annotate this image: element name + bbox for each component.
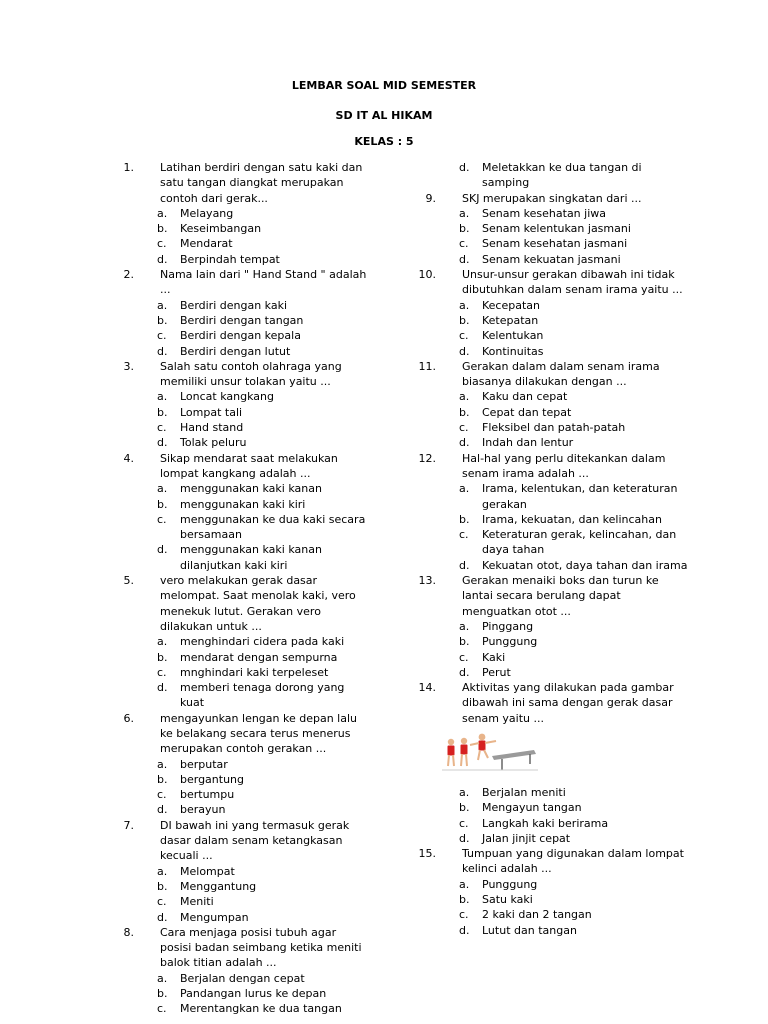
option-letter: d. (459, 831, 470, 845)
question-row (410, 573, 690, 619)
answer-option (157, 971, 370, 986)
question-item (108, 160, 370, 267)
answer-option (459, 252, 690, 267)
option-letter: a. (459, 619, 470, 633)
question-text: Tumpuan yang digunakan dalam lompat kelinci adalah ... (462, 847, 684, 876)
option-letter: b. (459, 313, 470, 327)
question-number: 2. (123, 268, 134, 282)
option-text: Berdiri dengan lutut (180, 344, 291, 358)
option-letter: b. (459, 512, 470, 526)
question-text: Hal-hal yang perlu ditekankan dalam senam irama adalah ... (462, 451, 666, 480)
question-row (108, 711, 370, 757)
answer-option (157, 879, 370, 894)
question-item (410, 451, 690, 573)
answer-option (157, 757, 370, 772)
option-text: Berdiri dengan kepala (180, 329, 301, 343)
option-text: menggunakan kaki kiri (180, 497, 306, 511)
question-text: vero melakukan gerak dasar melompat. Saat menolak kaki, vero menekuk lutut. Gerakan vero dilakukan untuk ... (160, 574, 356, 633)
option-text: Punggung (482, 635, 538, 649)
grade-label: KELAS : 5 (354, 135, 414, 148)
option-text: Irama, kelentukan, dan keteraturan gerakan (482, 482, 678, 511)
option-letter: c. (157, 237, 167, 251)
option-text: 2 kaki dan 2 tangan (482, 908, 592, 922)
option-letter: c. (157, 665, 167, 679)
option-letter: c. (459, 237, 469, 251)
option-text: Senam kekuatan jasmani (482, 252, 621, 266)
children-balance-beam-illustration (442, 732, 690, 778)
question-row (410, 267, 690, 298)
answer-option (157, 894, 370, 909)
answer-option (157, 802, 370, 817)
option-letter: b. (459, 222, 470, 236)
option-letter: c. (157, 788, 167, 802)
option-letter: a. (157, 757, 168, 771)
option-letter: c. (157, 421, 167, 435)
question-text: Cara menjaga posisi tubuh agar posisi badan seimbang ketika meniti balok titian adalah ... (160, 925, 362, 970)
option-text: Loncat kangkang (180, 390, 274, 404)
question-item (108, 451, 370, 573)
answer-option (157, 787, 370, 802)
question-item (108, 573, 370, 711)
answer-option (459, 328, 690, 343)
question-item (108, 267, 370, 359)
answer-option (459, 877, 690, 892)
option-text: Berdiri dengan tangan (180, 313, 304, 327)
option-text: Lutut dan tangan (482, 923, 577, 937)
option-letter: b. (157, 313, 168, 327)
option-text: Berdiri dengan kaki (180, 298, 288, 312)
option-letter: d. (459, 344, 470, 358)
option-letter: d. (459, 252, 470, 266)
option-letter: a. (459, 298, 470, 312)
option-letter: c. (459, 421, 469, 435)
question-item (410, 573, 690, 680)
option-letter: a. (459, 482, 470, 496)
option-letter: c. (157, 512, 167, 526)
option-text: Senam kesehatan jiwa (482, 206, 607, 220)
option-letter: d. (157, 681, 168, 695)
question-row (108, 925, 370, 971)
answer-option (459, 221, 690, 236)
option-letter: d. (157, 910, 168, 924)
option-text: Pandangan lurus ke depan (180, 987, 327, 1001)
option-text: menggunakan kaki kanan (180, 482, 322, 496)
option-text: Kontinuitas (482, 344, 544, 358)
option-letter: a. (157, 635, 168, 649)
option-letter: a. (459, 390, 470, 404)
answer-option (459, 892, 690, 907)
answer-option (157, 420, 370, 435)
option-letter: b. (459, 893, 470, 907)
answer-option (459, 650, 690, 665)
question-text: SKJ merupakan singkatan dari ... (462, 191, 642, 205)
option-text: memberi tenaga dorong yang kuat (180, 681, 345, 710)
option-letter: d. (157, 436, 168, 450)
option-text: Melompat (180, 864, 235, 878)
option-letter: d. (459, 665, 470, 679)
answer-option (459, 785, 690, 800)
option-text: Senam kesehatan jasmani (482, 237, 628, 251)
option-letter: b. (459, 635, 470, 649)
school-name: SD IT AL HIKAM (335, 109, 433, 122)
question-row (108, 818, 370, 864)
option-letter: a. (459, 877, 470, 891)
answer-option (157, 435, 370, 450)
option-letter: b. (157, 879, 168, 893)
option-text: Pinggang (482, 619, 534, 633)
option-letter: d. (459, 436, 470, 450)
question-text: mengayunkan lengan ke depan lalu ke belakang secara terus menerus merupakan contoh gerakan ... (160, 711, 358, 756)
option-letter: d. (157, 252, 168, 266)
option-letter: b. (459, 801, 470, 815)
question-item (108, 359, 370, 451)
question-item (410, 160, 690, 191)
option-text: bergantung (180, 772, 245, 786)
question-row (410, 359, 690, 390)
option-text: Meniti (180, 895, 214, 909)
answer-option (459, 907, 690, 922)
option-letter: c. (459, 816, 469, 830)
option-letter: d. (459, 923, 470, 937)
option-text: mnghindari kaki terpeleset (180, 665, 329, 679)
answer-option (157, 772, 370, 787)
question-text: DI bawah ini yang termasuk gerak dasar dalam senam ketangkasan kecuali ... (160, 818, 350, 863)
answer-option (459, 800, 690, 815)
question-text: Aktivitas yang dilakukan pada gambar dibawah ini sama dengan gerak dasar senam yaitu ... (462, 681, 674, 725)
answer-option (157, 221, 370, 236)
answer-option (157, 206, 370, 221)
option-text: Meletakkan ke dua tangan di samping (482, 161, 642, 190)
option-letter: b. (157, 650, 168, 664)
question-row (108, 267, 370, 298)
answer-option (157, 389, 370, 404)
question-text: Salah satu contoh olahraga yang memiliki unsur tolakan yaitu ... (160, 359, 342, 389)
question-row (108, 573, 370, 634)
option-text: menghindari cidera pada kaki (180, 635, 345, 649)
option-text: Kekuatan otot, daya tahan dan irama (482, 558, 688, 572)
option-letter: c. (157, 895, 167, 909)
question-number: 14. (418, 681, 436, 695)
question-item (108, 925, 370, 1017)
answer-option (157, 236, 370, 251)
answer-option (157, 680, 370, 711)
question-number: 4. (123, 451, 134, 465)
option-text: Jalan jinjit cepat (482, 831, 571, 845)
question-row (410, 451, 690, 482)
question-item (108, 818, 370, 925)
question-number: 13. (418, 574, 436, 588)
question-row (410, 191, 690, 206)
question-item (108, 711, 370, 818)
option-letter: c. (157, 1002, 167, 1016)
answer-option (157, 298, 370, 313)
answer-option (459, 512, 690, 527)
answer-option (459, 298, 690, 313)
option-text: Tolak peluru (180, 436, 247, 450)
option-text: Ketepatan (482, 313, 539, 327)
option-letter: b. (157, 987, 168, 1001)
option-letter: a. (459, 206, 470, 220)
option-text: mendarat dengan sempurna (180, 650, 338, 664)
option-letter: b. (157, 222, 168, 236)
option-text: Mengumpan (180, 910, 249, 924)
question-item (410, 267, 690, 359)
question-number: 1. (123, 161, 134, 174)
answer-option (157, 542, 370, 573)
answer-option (157, 512, 370, 543)
answer-option (157, 650, 370, 665)
answer-option (459, 206, 690, 221)
question-row (410, 680, 690, 726)
option-letter: a. (157, 390, 168, 404)
question-number: 12. (418, 451, 436, 465)
answer-option (459, 236, 690, 251)
question-number: 5. (123, 574, 134, 588)
option-text: Mendarat (180, 237, 233, 251)
answer-option (459, 816, 690, 831)
option-letter: b. (157, 772, 168, 786)
option-text: Senam kelentukan jasmani (482, 222, 631, 236)
answer-option (459, 558, 690, 573)
question-number: 11. (418, 359, 436, 373)
option-text: Punggung (482, 877, 538, 891)
option-text: Menggantung (180, 879, 257, 893)
answer-option (459, 527, 690, 558)
answer-option (459, 420, 690, 435)
question-number: 8. (123, 925, 134, 939)
question-row (108, 359, 370, 390)
question-text: Gerakan dalam dalam senam irama biasanya dilakukan dengan ... (462, 359, 660, 389)
question-text: Unsur-unsur gerakan dibawah ini tidak dibutuhkan dalam senam irama yaitu ... (462, 268, 683, 297)
answer-option (459, 665, 690, 680)
option-letter: b. (157, 405, 168, 419)
question-item (410, 359, 690, 451)
option-text: menggunakan ke dua kaki secara bersamaan (180, 512, 366, 542)
option-text: Berpindah tempat (180, 252, 280, 266)
question-item (410, 191, 690, 267)
option-text: Mengayun tangan (482, 801, 582, 815)
option-letter: a. (157, 206, 168, 220)
answer-option (157, 910, 370, 925)
answer-option (157, 634, 370, 649)
option-letter: c. (157, 329, 167, 343)
answer-option (459, 160, 690, 191)
option-text: Kaki (482, 650, 506, 664)
option-letter: d. (157, 543, 168, 557)
option-letter: c. (459, 329, 469, 343)
answer-option (459, 634, 690, 649)
option-text: Melayang (180, 206, 234, 220)
left-question-column (108, 160, 370, 1017)
option-text: Kaku dan cepat (482, 390, 568, 404)
option-text: Cepat dan tepat (482, 405, 572, 419)
answer-option (157, 497, 370, 512)
question-text: Gerakan menaiki boks dan turun ke lantai secara berulang dapat menguatkan otot ... (462, 574, 659, 618)
answer-option (459, 435, 690, 450)
option-text: bertumpu (180, 788, 235, 802)
question-number: 9. (425, 191, 436, 205)
option-text: Perut (482, 665, 511, 679)
question-text: Nama lain dari " Hand Stand " adalah ... (160, 268, 367, 297)
answer-option (459, 481, 690, 512)
option-text: Lompat tali (180, 405, 243, 419)
option-letter: c. (459, 650, 469, 664)
option-letter: b. (157, 497, 168, 511)
option-letter: c. (459, 528, 469, 542)
option-text: menggunakan kaki kanan dilanjutkan kaki kiri (180, 543, 322, 572)
option-letter: a. (157, 971, 168, 985)
question-number: 15. (418, 847, 436, 861)
option-text: Keseimbangan (180, 222, 262, 236)
answer-option (157, 665, 370, 680)
answer-option (459, 344, 690, 359)
answer-option (157, 986, 370, 1001)
option-text: Satu kaki (482, 893, 533, 907)
option-text: berayun (180, 803, 226, 817)
option-text: Fleksibel dan patah-patah (482, 421, 626, 435)
question-row (108, 451, 370, 482)
option-letter: a. (157, 482, 168, 496)
option-text: Berjalan dengan cepat (180, 971, 305, 985)
option-letter: a. (157, 298, 168, 312)
option-letter: a. (459, 785, 470, 799)
option-letter: d. (459, 558, 470, 572)
answer-option (157, 864, 370, 879)
question-text: Latihan berdiri dengan satu kaki dan satu tangan diangkat merupakan contoh dari gerak... (160, 161, 363, 205)
answer-option (157, 313, 370, 328)
option-letter: d. (157, 803, 168, 817)
option-letter: d. (157, 344, 168, 358)
document-title: LEMBAR SOAL MID SEMESTER (291, 79, 477, 92)
option-letter: b. (459, 405, 470, 419)
answer-option (157, 252, 370, 267)
option-letter: d. (459, 161, 470, 174)
question-number: 10. (418, 268, 436, 282)
question-number: 7. (123, 818, 134, 832)
answer-option (459, 923, 690, 938)
answer-option (459, 313, 690, 328)
option-letter: a. (157, 864, 168, 878)
question-row (410, 846, 690, 877)
answer-option (459, 619, 690, 634)
answer-option (157, 328, 370, 343)
answer-option (459, 831, 690, 846)
option-text: Kecepatan (482, 298, 540, 312)
answer-option (157, 405, 370, 420)
answer-option (157, 344, 370, 359)
question-number: 6. (123, 711, 134, 725)
option-text: Indah dan lentur (482, 436, 574, 450)
question-text: Sikap mendarat saat melakukan lompat kangkang adalah ... (160, 451, 338, 480)
option-text: Berjalan meniti (482, 785, 566, 799)
option-text: Kelentukan (482, 329, 544, 343)
question-item (410, 680, 690, 846)
answer-option (459, 389, 690, 404)
question-row (108, 160, 370, 206)
option-letter: c. (459, 908, 469, 922)
option-text: Hand stand (180, 421, 244, 435)
question-number: 3. (123, 359, 134, 373)
option-text: Merentangkan ke dua tangan (180, 1002, 342, 1016)
question-item (410, 846, 690, 938)
option-text: Langkah kaki berirama (482, 816, 609, 830)
answer-option (459, 405, 690, 420)
option-text: Keteraturan gerak, kelincahan, dan daya tahan (482, 528, 677, 557)
right-question-column (410, 160, 690, 938)
answer-option (157, 481, 370, 496)
option-text: berputar (180, 757, 228, 771)
answer-option (157, 1001, 370, 1016)
option-text: Irama, kekuatan, dan kelincahan (482, 512, 662, 526)
